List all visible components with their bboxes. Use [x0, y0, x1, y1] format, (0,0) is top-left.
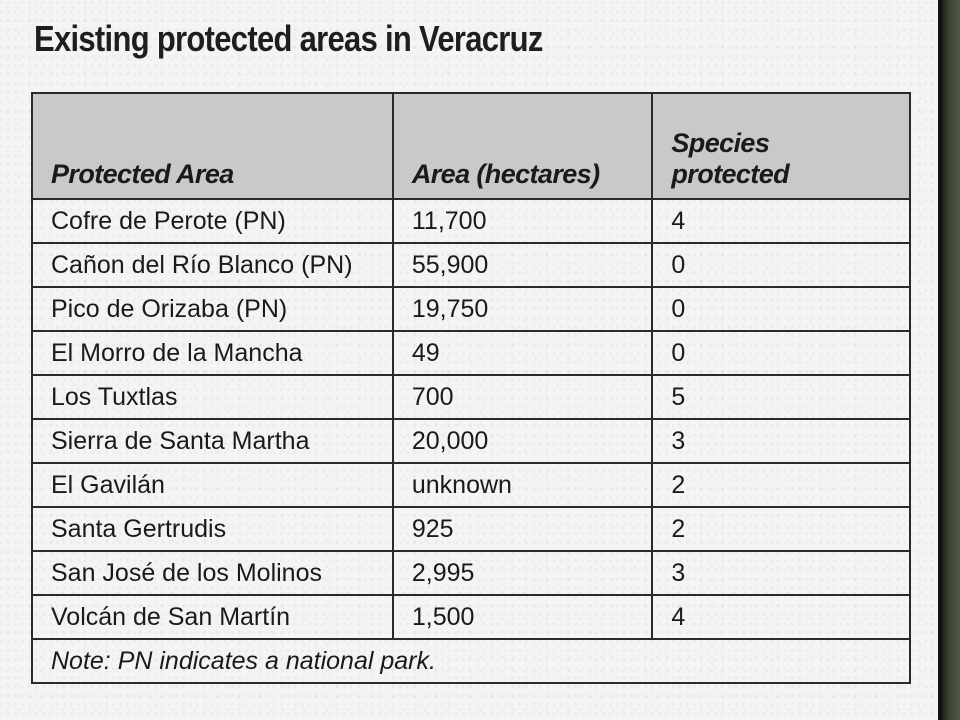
table-row	[32, 199, 910, 243]
cell-hectares: 20,000	[393, 419, 653, 463]
protected-areas-table	[31, 92, 911, 684]
cell-name: El Gavilán	[32, 463, 393, 507]
cell-name: El Morro de la Mancha	[32, 331, 393, 375]
table-row	[32, 419, 910, 463]
cell-species: 4	[652, 199, 910, 243]
cell-species: 0	[652, 243, 910, 287]
table-note: Note: PN indicates a national park.	[32, 639, 910, 683]
cell-name: Volcán de San Martín	[32, 595, 393, 639]
table-header-row	[32, 93, 910, 199]
table-row	[32, 507, 910, 551]
cell-hectares: 49	[393, 331, 653, 375]
table-row	[32, 463, 910, 507]
page-title: Existing protected areas in Veracruz	[34, 18, 543, 59]
cell-species: 2	[652, 463, 910, 507]
cell-hectares: 2,995	[393, 551, 653, 595]
table-row	[32, 243, 910, 287]
cell-name: Santa Gertrudis	[32, 507, 393, 551]
table-row	[32, 375, 910, 419]
table-note-row	[32, 639, 910, 683]
cell-species: 5	[652, 375, 910, 419]
cell-species: 2	[652, 507, 910, 551]
cell-hectares: 11,700	[393, 199, 653, 243]
cell-name: San José de los Molinos	[32, 551, 393, 595]
scan-dark-margin	[942, 0, 960, 720]
cell-species: 3	[652, 551, 910, 595]
cell-hectares: 55,900	[393, 243, 653, 287]
header-species-line1: Species	[671, 128, 770, 158]
cell-name: Cofre de Perote (PN)	[32, 199, 393, 243]
table-row	[32, 331, 910, 375]
header-protected-area: Protected Area	[32, 93, 393, 199]
cell-hectares: 925	[393, 507, 653, 551]
cell-name: Los Tuxtlas	[32, 375, 393, 419]
cell-hectares: 1,500	[393, 595, 653, 639]
cell-hectares: unknown	[393, 463, 653, 507]
cell-name: Cañon del Río Blanco (PN)	[32, 243, 393, 287]
table-row	[32, 595, 910, 639]
header-species-protected	[652, 93, 910, 199]
cell-hectares: 19,750	[393, 287, 653, 331]
cell-name: Sierra de Santa Martha	[32, 419, 393, 463]
cell-species: 4	[652, 595, 910, 639]
cell-name: Pico de Orizaba (PN)	[32, 287, 393, 331]
cell-hectares: 700	[393, 375, 653, 419]
table-row	[32, 551, 910, 595]
header-area-hectares: Area (hectares)	[393, 93, 653, 199]
cell-species: 0	[652, 331, 910, 375]
cell-species: 0	[652, 287, 910, 331]
header-species-line2: protected	[671, 159, 790, 189]
cell-species: 3	[652, 419, 910, 463]
table-row	[32, 287, 910, 331]
